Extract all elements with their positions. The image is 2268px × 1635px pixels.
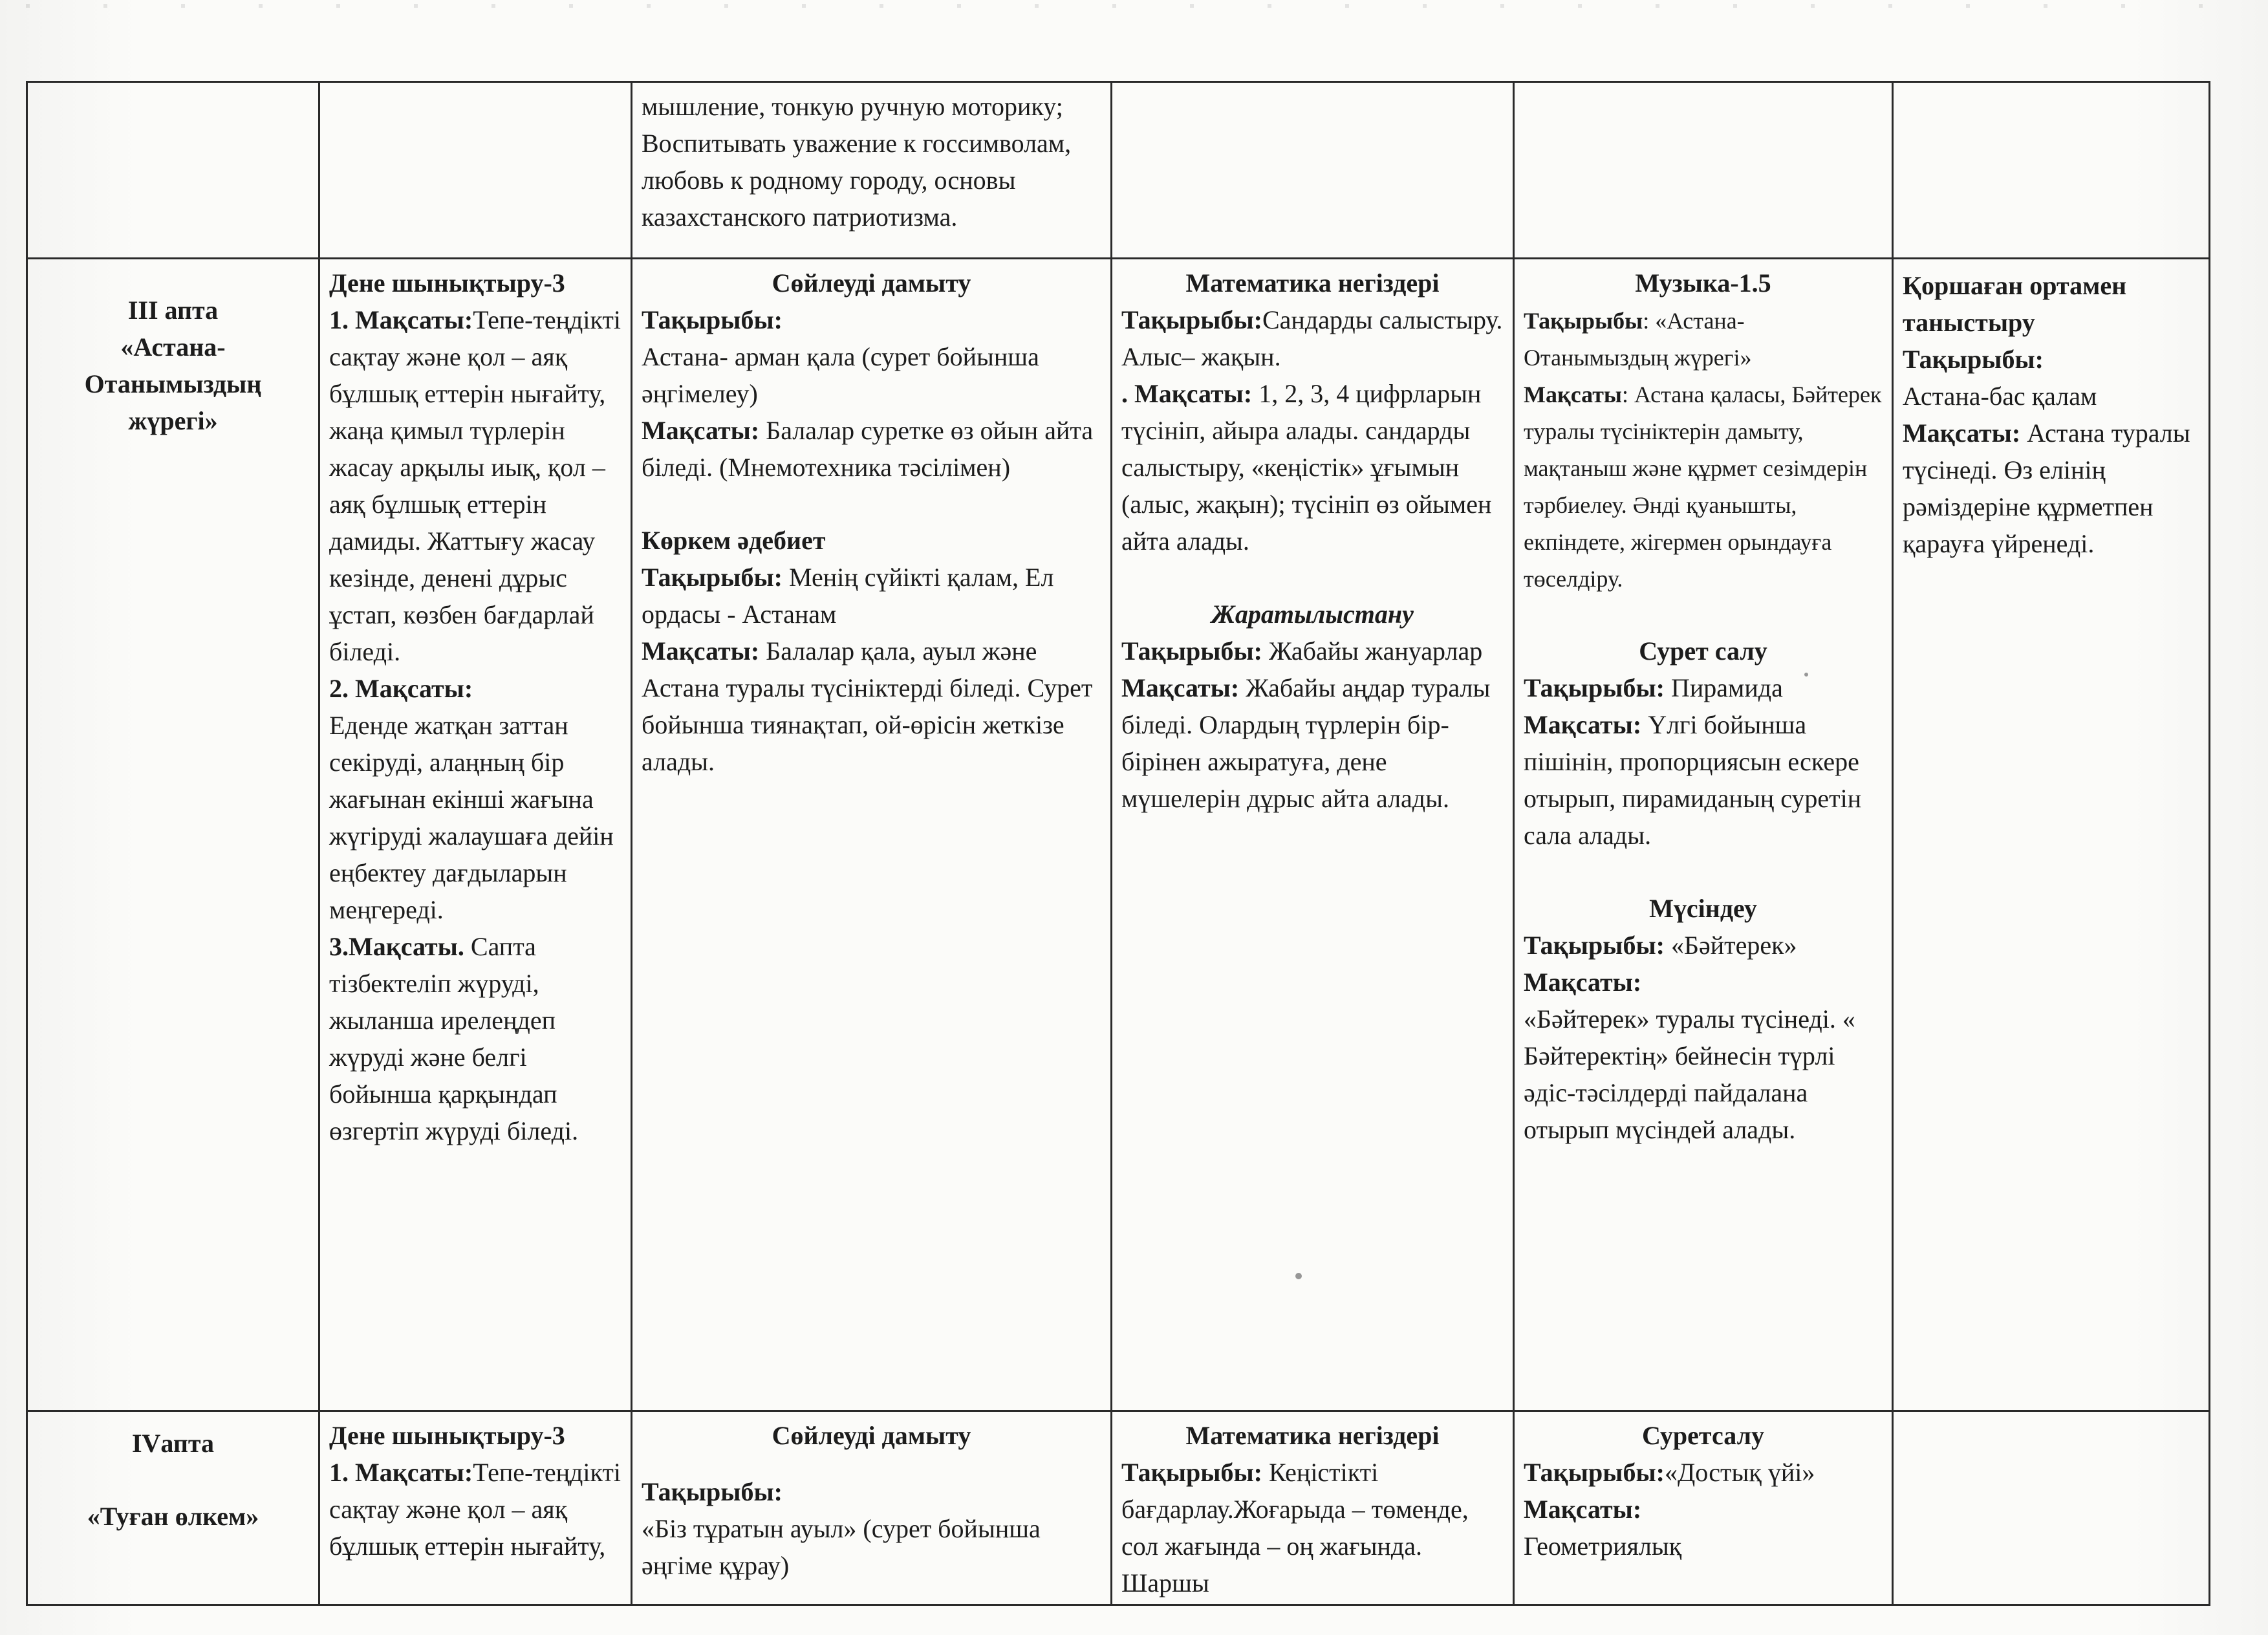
week3-env-topic-label: Тақырыбы: bbox=[1903, 345, 2044, 374]
week3-math-goal-label: . Мақсаты: bbox=[1121, 379, 1253, 408]
week3-pe-goal2-label: 2. Мақсаты: bbox=[329, 674, 473, 703]
week3-speech-title: Сөйлеуді дамыту bbox=[772, 268, 971, 298]
cell-continuation-text bbox=[632, 82, 1112, 259]
week4-pe-title: Дене шынықтыру-3 bbox=[329, 1421, 565, 1450]
table-row-continuation bbox=[27, 82, 2210, 259]
week4-art-title: Суретсалу bbox=[1641, 1421, 1765, 1450]
week3-speech-topic-text: Астана- арман қала (сурет бойынша әңгімелеу) bbox=[642, 342, 1039, 408]
week3-drawing-goal-text: Үлгі бойынша пішінін, пропорциясын ескере отырып, пирамиданың суретін сала алады. bbox=[1524, 710, 1862, 850]
week3-pe-goal2-text: Еденде жатқан заттан секіруді, алаңның бір жағынан екінші жағына жүгіруді жалаушаға дейін еңбектеу дағдыларын меңгереді. bbox=[329, 711, 614, 924]
week3-env-cell bbox=[1893, 259, 2210, 1411]
week4-math-topic-label: Тақырыбы: bbox=[1121, 1458, 1262, 1487]
week3-env-goal-label: Мақсаты: bbox=[1903, 418, 2021, 448]
week3-music-goal-label: Мақсаты bbox=[1524, 382, 1622, 407]
table-row-week4 bbox=[27, 1411, 2210, 1605]
week3-drawing-topic-label: Тақырыбы: bbox=[1524, 673, 1665, 702]
week4-speech-cell bbox=[632, 1411, 1112, 1605]
week3-speech-goal-label: Мақсаты: bbox=[642, 416, 760, 445]
week3-math-cell bbox=[1112, 259, 1514, 1411]
week4-art-goal-text: Геометриялық bbox=[1524, 1532, 1682, 1561]
week3-speech-goal-text: Балалар суретке өз ойын айта біледі. (Мнемотехника тәсілімен) bbox=[642, 416, 1094, 482]
week3-nature-topic-text: Жабайы жануарлар bbox=[1269, 636, 1483, 666]
week3-drawing-goal-label: Мақсаты: bbox=[1524, 710, 1642, 739]
week3-lit-goal-text: Балалар қала, ауыл және Астана туралы түсініктерді біледі. Сурет бойынша тиянақтап, ой-өрісін жеткізе алады. bbox=[642, 636, 1093, 776]
week4-math-topic-text: Кеңістікті бағдарлау.Жоғарыда – төменде, сол жағында – оң жағында. Шаршы bbox=[1121, 1458, 1469, 1597]
week4-math-cell bbox=[1112, 1411, 1514, 1605]
week4-art-cell bbox=[1514, 1411, 1893, 1605]
cell-empty bbox=[1893, 1411, 2210, 1605]
week3-sculpt-title: Мүсіндеу bbox=[1649, 894, 1757, 923]
week3-pe-cell bbox=[319, 259, 632, 1411]
cell-empty bbox=[319, 82, 632, 259]
cell-empty bbox=[1112, 82, 1514, 259]
week3-sculpt-goal-text: «Бәйтерек» туралы түсінеді. « Бәйтеректің» бейнесін түрлі әдіс-тәсілдерді пайдалана отырып мүсіндей алады. bbox=[1524, 1004, 1855, 1144]
week3-env-title: Қоршаған ортамен таныстыру bbox=[1903, 271, 2127, 337]
week4-art-topic-label: Тақырыбы: bbox=[1524, 1458, 1665, 1487]
week3-speech-cell bbox=[632, 259, 1112, 1411]
week4-speech-title: Сөйлеуді дамыту bbox=[772, 1421, 971, 1450]
week3-cell bbox=[27, 259, 319, 1411]
week3-lit-title: Көркем әдебиет bbox=[642, 526, 826, 555]
week3-speech-topic-label: Тақырыбы: bbox=[642, 305, 783, 334]
week4-name: ІVапта bbox=[131, 1429, 215, 1458]
cell-empty bbox=[1893, 82, 2210, 259]
week3-drawing-topic-text: Пирамида bbox=[1671, 673, 1783, 702]
week3-env-goal-text: Астана туралы түсінеді. Өз елінің рәміздеріне құрметпен қарауға үйренеді. bbox=[1903, 418, 2190, 558]
week3-music-topic-text: : «Астана-Отанымыздың жүрегі» bbox=[1524, 308, 1752, 371]
week4-math-title: Математика негіздері bbox=[1185, 1421, 1440, 1450]
week3-theme: «Астана-Отанымыздың жүрегі» bbox=[84, 332, 262, 435]
week3-music-goal-text: : Астана қаласы, Бәйтерек туралы түсініктерін дамыту, мақтаныш және құрмет сезімдерін тәрбиелеу. Әнді қуанышты, екпіндете, жігермен орындауға төселдіру. bbox=[1524, 382, 1882, 592]
week3-pe-title: Дене шынықтыру-3 bbox=[329, 268, 565, 298]
week4-pe-cell bbox=[319, 1411, 632, 1605]
week3-music-cell bbox=[1514, 259, 1893, 1411]
scan-speck bbox=[1804, 673, 1808, 677]
scan-speck bbox=[1295, 1273, 1302, 1279]
week4-art-topic-text: «Достық үйі» bbox=[1665, 1458, 1815, 1487]
week3-drawing-title: Сурет салу bbox=[1639, 636, 1767, 666]
week3-math-title: Математика негіздері bbox=[1185, 268, 1440, 298]
week3-pe-goal1-text: Тепе-теңдікті сақтау және қол – аяқ бұлшық еттерін нығайту, жаңа қимыл түрлерін жасау арқылы иық, қол –аяқ бұлшық еттерін дамиды. Жаттығу жасау кезінде, денені дұрыс ұстап, көзбен бағдарлай біледі. bbox=[329, 305, 621, 666]
week3-math-topic-label: Тақырыбы: bbox=[1121, 305, 1262, 334]
week3-nature-topic-label: Тақырыбы: bbox=[1121, 636, 1262, 666]
week4-pe-goal1-text: Тепе-теңдікті сақтау және қол – аяқ бұлшық еттерін нығайту, bbox=[329, 1458, 621, 1561]
week3-lit-topic-text: Менің сүйікті қалам, Ел ордасы - Астанам bbox=[642, 563, 1054, 629]
week4-speech-topic-label: Тақырыбы: bbox=[642, 1477, 783, 1506]
week3-pe-goal3-text: Сапта тізбектеліп жүруді, жыланша ирелеңдеп жүруді және белгі бойынша қарқындап өзгертіп жүруді біледі. bbox=[329, 932, 579, 1145]
week4-art-goal-label: Мақсаты: bbox=[1524, 1495, 1642, 1524]
week3-sculpt-topic-label: Тақырыбы: bbox=[1524, 931, 1665, 960]
week3-math-goal-text: 1, 2, 3, 4 цифрларын түсініп, айыра алады. сандарды салыстыру, «кеңістік» ұғымын (алыс, жақын); түсініп өз ойымен айта алады. bbox=[1121, 379, 1492, 556]
scan-edge-noise bbox=[0, 4, 2268, 8]
week3-lit-goal-label: Мақсаты: bbox=[642, 636, 760, 666]
week4-theme: «Туған өлкем» bbox=[87, 1502, 259, 1531]
table-row-week3 bbox=[27, 259, 2210, 1411]
week3-nature-goal-label: Мақсаты: bbox=[1121, 673, 1240, 702]
week3-env-topic-text: Астана-бас қалам bbox=[1903, 382, 2097, 411]
week3-lit-topic-label: Тақырыбы: bbox=[642, 563, 783, 592]
cell-empty bbox=[27, 82, 319, 259]
cell-empty bbox=[1514, 82, 1893, 259]
week3-pe-goal3-label: 3.Мақсаты. bbox=[329, 932, 464, 961]
week4-cell bbox=[27, 1411, 319, 1605]
week3-sculpt-goal-label: Мақсаты: bbox=[1524, 968, 1642, 997]
lesson-plan-table bbox=[26, 81, 2210, 1606]
week3-music-title: Музыка-1.5 bbox=[1635, 268, 1771, 298]
continuation-text: мышление, тонкую ручную моторику; Воспитывать уважение к госсимволам, любовь к родному городу, основы казахстанского патриотизма. bbox=[642, 92, 1072, 232]
week3-music-topic-label: Тақырыбы bbox=[1524, 308, 1643, 334]
week3-nature-title: Жаратылыстану bbox=[1211, 600, 1414, 629]
week3-pe-goal1-label: 1. Мақсаты: bbox=[329, 305, 473, 334]
week4-pe-goal1-label: 1. Мақсаты: bbox=[329, 1458, 473, 1487]
week3-math-topic-text: Сандарды салыстыру. Алыс– жақын. bbox=[1121, 305, 1503, 371]
week3-sculpt-topic-text: «Бәйтерек» bbox=[1671, 931, 1797, 960]
week4-speech-topic-text: «Біз тұратын ауыл» (сурет бойынша әңгіме құрау) bbox=[642, 1514, 1041, 1580]
week3-name: ІІІ апта bbox=[127, 296, 219, 325]
week3-nature-goal-text: Жабайы аңдар туралы біледі. Олардың түрлерін бір-бірінен ажыратуға, дене мүшелерін дұрыс айта алады. bbox=[1121, 673, 1491, 813]
